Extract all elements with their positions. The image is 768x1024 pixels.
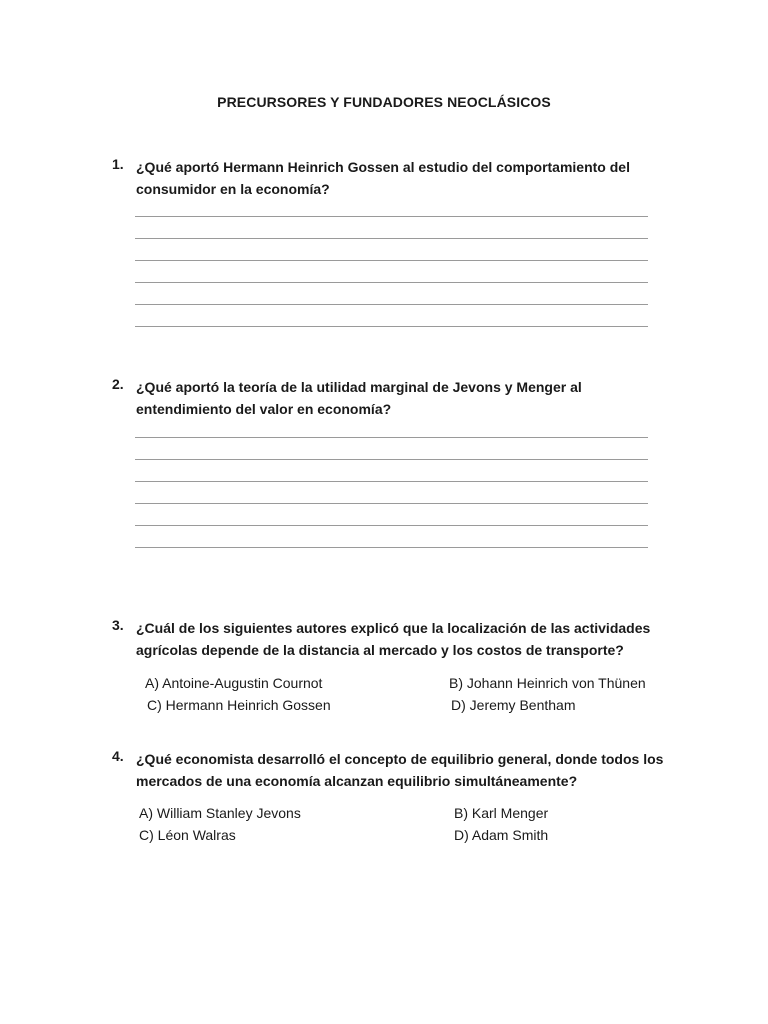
answer-line[interactable]: [135, 481, 648, 482]
answer-line[interactable]: [135, 304, 648, 305]
option-b[interactable]: B) Johann Heinrich von Thünen: [449, 675, 646, 691]
answer-line[interactable]: [135, 260, 648, 261]
option-c[interactable]: C) Léon Walras: [139, 827, 236, 843]
question-number: 1.: [112, 156, 124, 172]
option-b[interactable]: B) Karl Menger: [454, 805, 549, 821]
answer-line[interactable]: [135, 238, 648, 239]
page-title: PRECURSORES Y FUNDADORES NEOCLÁSICOS: [217, 94, 551, 110]
option-d[interactable]: D) Jeremy Bentham: [451, 697, 576, 713]
answer-line[interactable]: [135, 282, 648, 283]
answer-line[interactable]: [135, 525, 648, 526]
answer-line[interactable]: [135, 547, 648, 548]
question-number: 2.: [112, 376, 124, 392]
question-number: 3.: [112, 617, 124, 633]
question-text: ¿Cuál de los siguientes autores explicó que la localización de las actividades agrícolas depende de la distancia al mercado y los costos de transporte?: [136, 620, 651, 658]
answer-line[interactable]: [135, 503, 648, 504]
question-text: ¿Qué aportó la teoría de la utilidad marginal de Jevons y Menger al entendimiento del valor en economía?: [136, 379, 582, 417]
answer-line[interactable]: [135, 459, 648, 460]
question-text: ¿Qué economista desarrolló el concepto de equilibrio general, donde todos los mercados de una economía alcanzan equilibrio simultáneamente?: [136, 751, 664, 789]
option-c[interactable]: C) Hermann Heinrich Gossen: [147, 697, 331, 713]
answer-line[interactable]: [135, 216, 648, 217]
question-text: ¿Qué aportó Hermann Heinrich Gossen al estudio del comportamiento del consumidor en la economía?: [136, 159, 630, 197]
option-a[interactable]: A) Antoine-Augustin Cournot: [145, 675, 323, 691]
option-a[interactable]: A) William Stanley Jevons: [139, 805, 301, 821]
answer-line[interactable]: [135, 326, 648, 327]
answer-line[interactable]: [135, 437, 648, 438]
question-number: 4.: [112, 748, 124, 764]
option-d[interactable]: D) Adam Smith: [454, 827, 549, 843]
